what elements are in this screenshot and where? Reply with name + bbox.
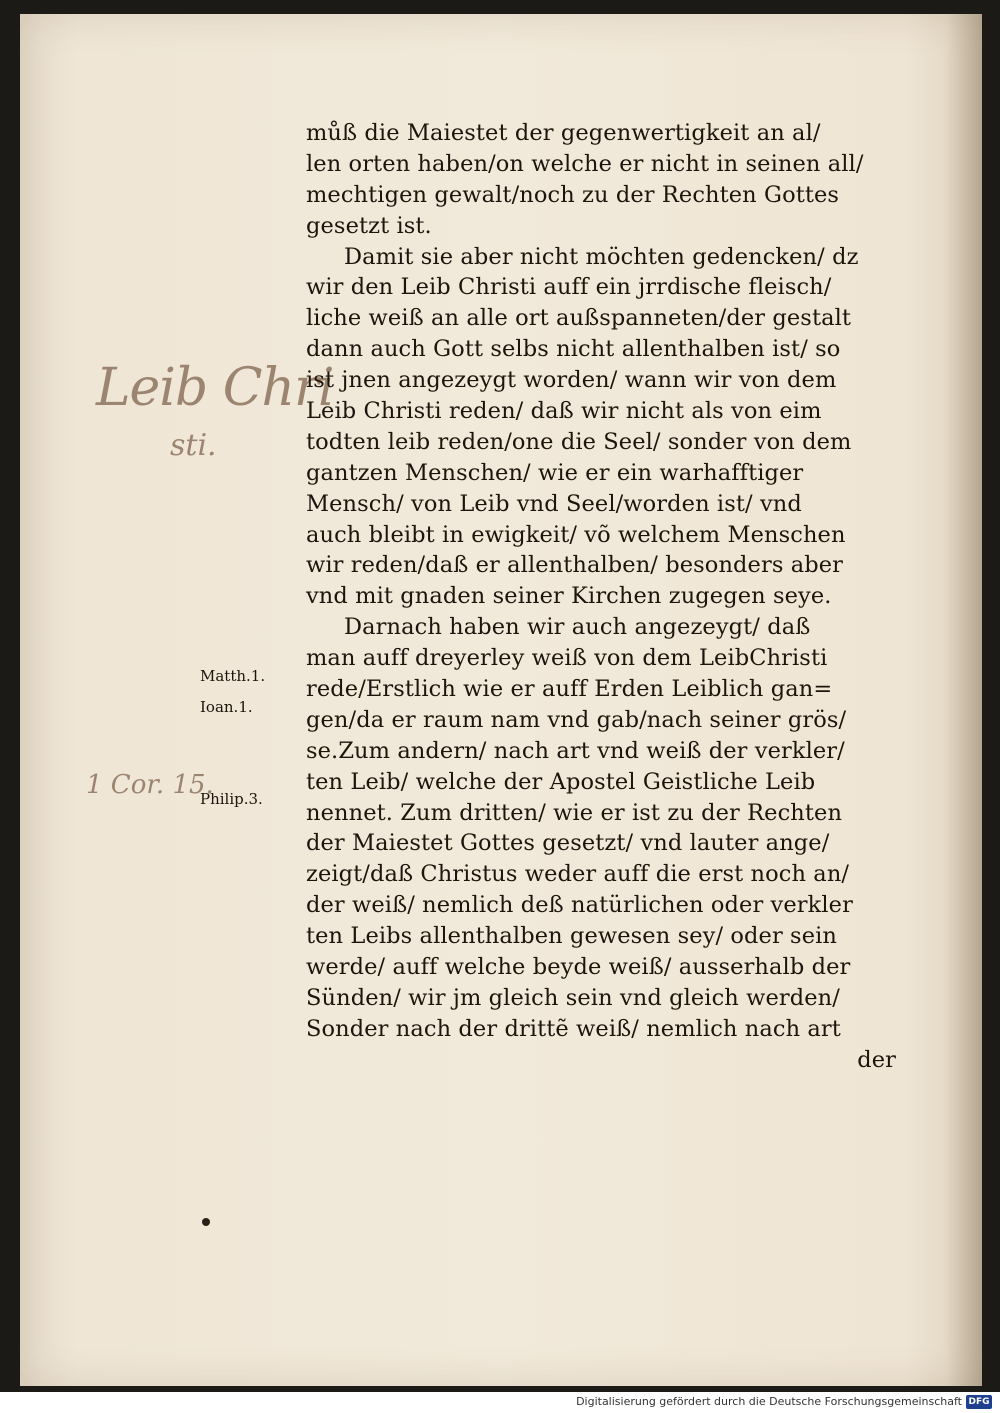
page-fold-shadow (946, 14, 982, 1386)
text-line: Sonder nach der drittẽ weiß/ nemlich nach art (306, 1015, 841, 1042)
text-line: Mensch/ von Leib vnd Seel/worden ist/ vnd (306, 490, 802, 517)
ink-dot (202, 1218, 210, 1226)
margin-note-matth: Matth.1. (200, 667, 266, 685)
text-line: vnd mit gnaden seiner Kirchen zugegen seye. (306, 583, 832, 610)
handwritten-note-cor: 1 Cor. 15. (86, 770, 214, 800)
text-line: der Maiestet Gottes gesetzt/ vnd lauter ange/ (306, 830, 830, 857)
text-line: nennet. Zum dritten/ wie er ist zu der Rechten (306, 799, 843, 826)
text-line: ten Leibs allenthalben gewesen sey/ oder sein (306, 923, 837, 950)
text-line: se.Zum andern/ nach art vnd weiß der verkler/ (306, 737, 845, 764)
text-line: Leib Christi reden/ daß wir nicht als von eim (306, 398, 822, 425)
text-line: můß die Maiestet der gegenwertigkeit an al/ (306, 120, 821, 146)
text-line: liche weiß an alle ort außspanneten/der gestalt (306, 305, 852, 332)
text-line: ist jnen angezeygt worden/ wann wir von dem (306, 367, 837, 394)
handwritten-note-leib-christi: Leib Chri (96, 358, 334, 418)
text-line: der weiß/ nemlich deß natürlichen oder verkler (306, 892, 853, 919)
text-line: len orten haben/on welche er nicht in seinen all/ (306, 150, 864, 177)
text-line: dann auch Gott selbs nicht allenthalben ist/ so (306, 336, 841, 363)
text-line: werde/ auff welche beyde weiß/ ausserhalb der (306, 954, 851, 981)
text-line: gen/da er raum nam vnd gab/nach seiner grös/ (306, 706, 847, 733)
text-line: zeigt/daß Christus weder auff die erst noch an/ (306, 861, 850, 888)
text-line: Darnach haben wir auch angezeygt/ daß (344, 614, 811, 641)
text-line: man auff dreyerley weiß von dem LeibChristi (306, 645, 828, 672)
margin-note-philip: Philip.3. (200, 790, 263, 808)
text-line: ten Leib/ welche der Apostel Geistliche Leib (306, 768, 816, 795)
body-text (306, 118, 896, 1076)
text-line: auch bleibt in ewigkeit/ võ welchem Menschen (306, 521, 846, 548)
handwritten-note-sti: sti. (170, 428, 217, 463)
dfg-logo: DFG (966, 1395, 992, 1409)
footer-bar (0, 1392, 1000, 1413)
text-line: wir reden/daß er allenthalben/ besonders aber (306, 552, 844, 579)
margin-note-ioan: Ioan.1. (200, 698, 253, 716)
text-line: rede/Erstlich wie er auff Erden Leiblich gan= (306, 676, 833, 703)
text-line: Sünden/ wir jm gleich sein vnd gleich werden/ (306, 984, 840, 1011)
text-line: Damit sie aber nicht möchten gedencken/ dz (344, 243, 859, 270)
text-line: gantzen Menschen/ wie er ein warhafftiger (306, 459, 804, 486)
text-line: gesetzt ist. (306, 212, 432, 239)
catchword: der (857, 1046, 896, 1073)
text-line: wir den Leib Christi auff ein jrrdische fleisch/ (306, 274, 832, 301)
text-line: mechtigen gewalt/noch zu der Rechten Gottes (306, 181, 840, 208)
text-line: todten leib reden/one die Seel/ sonder von dem (306, 428, 852, 455)
footer-credit: Digitalisierung gefördert durch die Deutsche Forschungsgemeinschaft (576, 1395, 962, 1408)
